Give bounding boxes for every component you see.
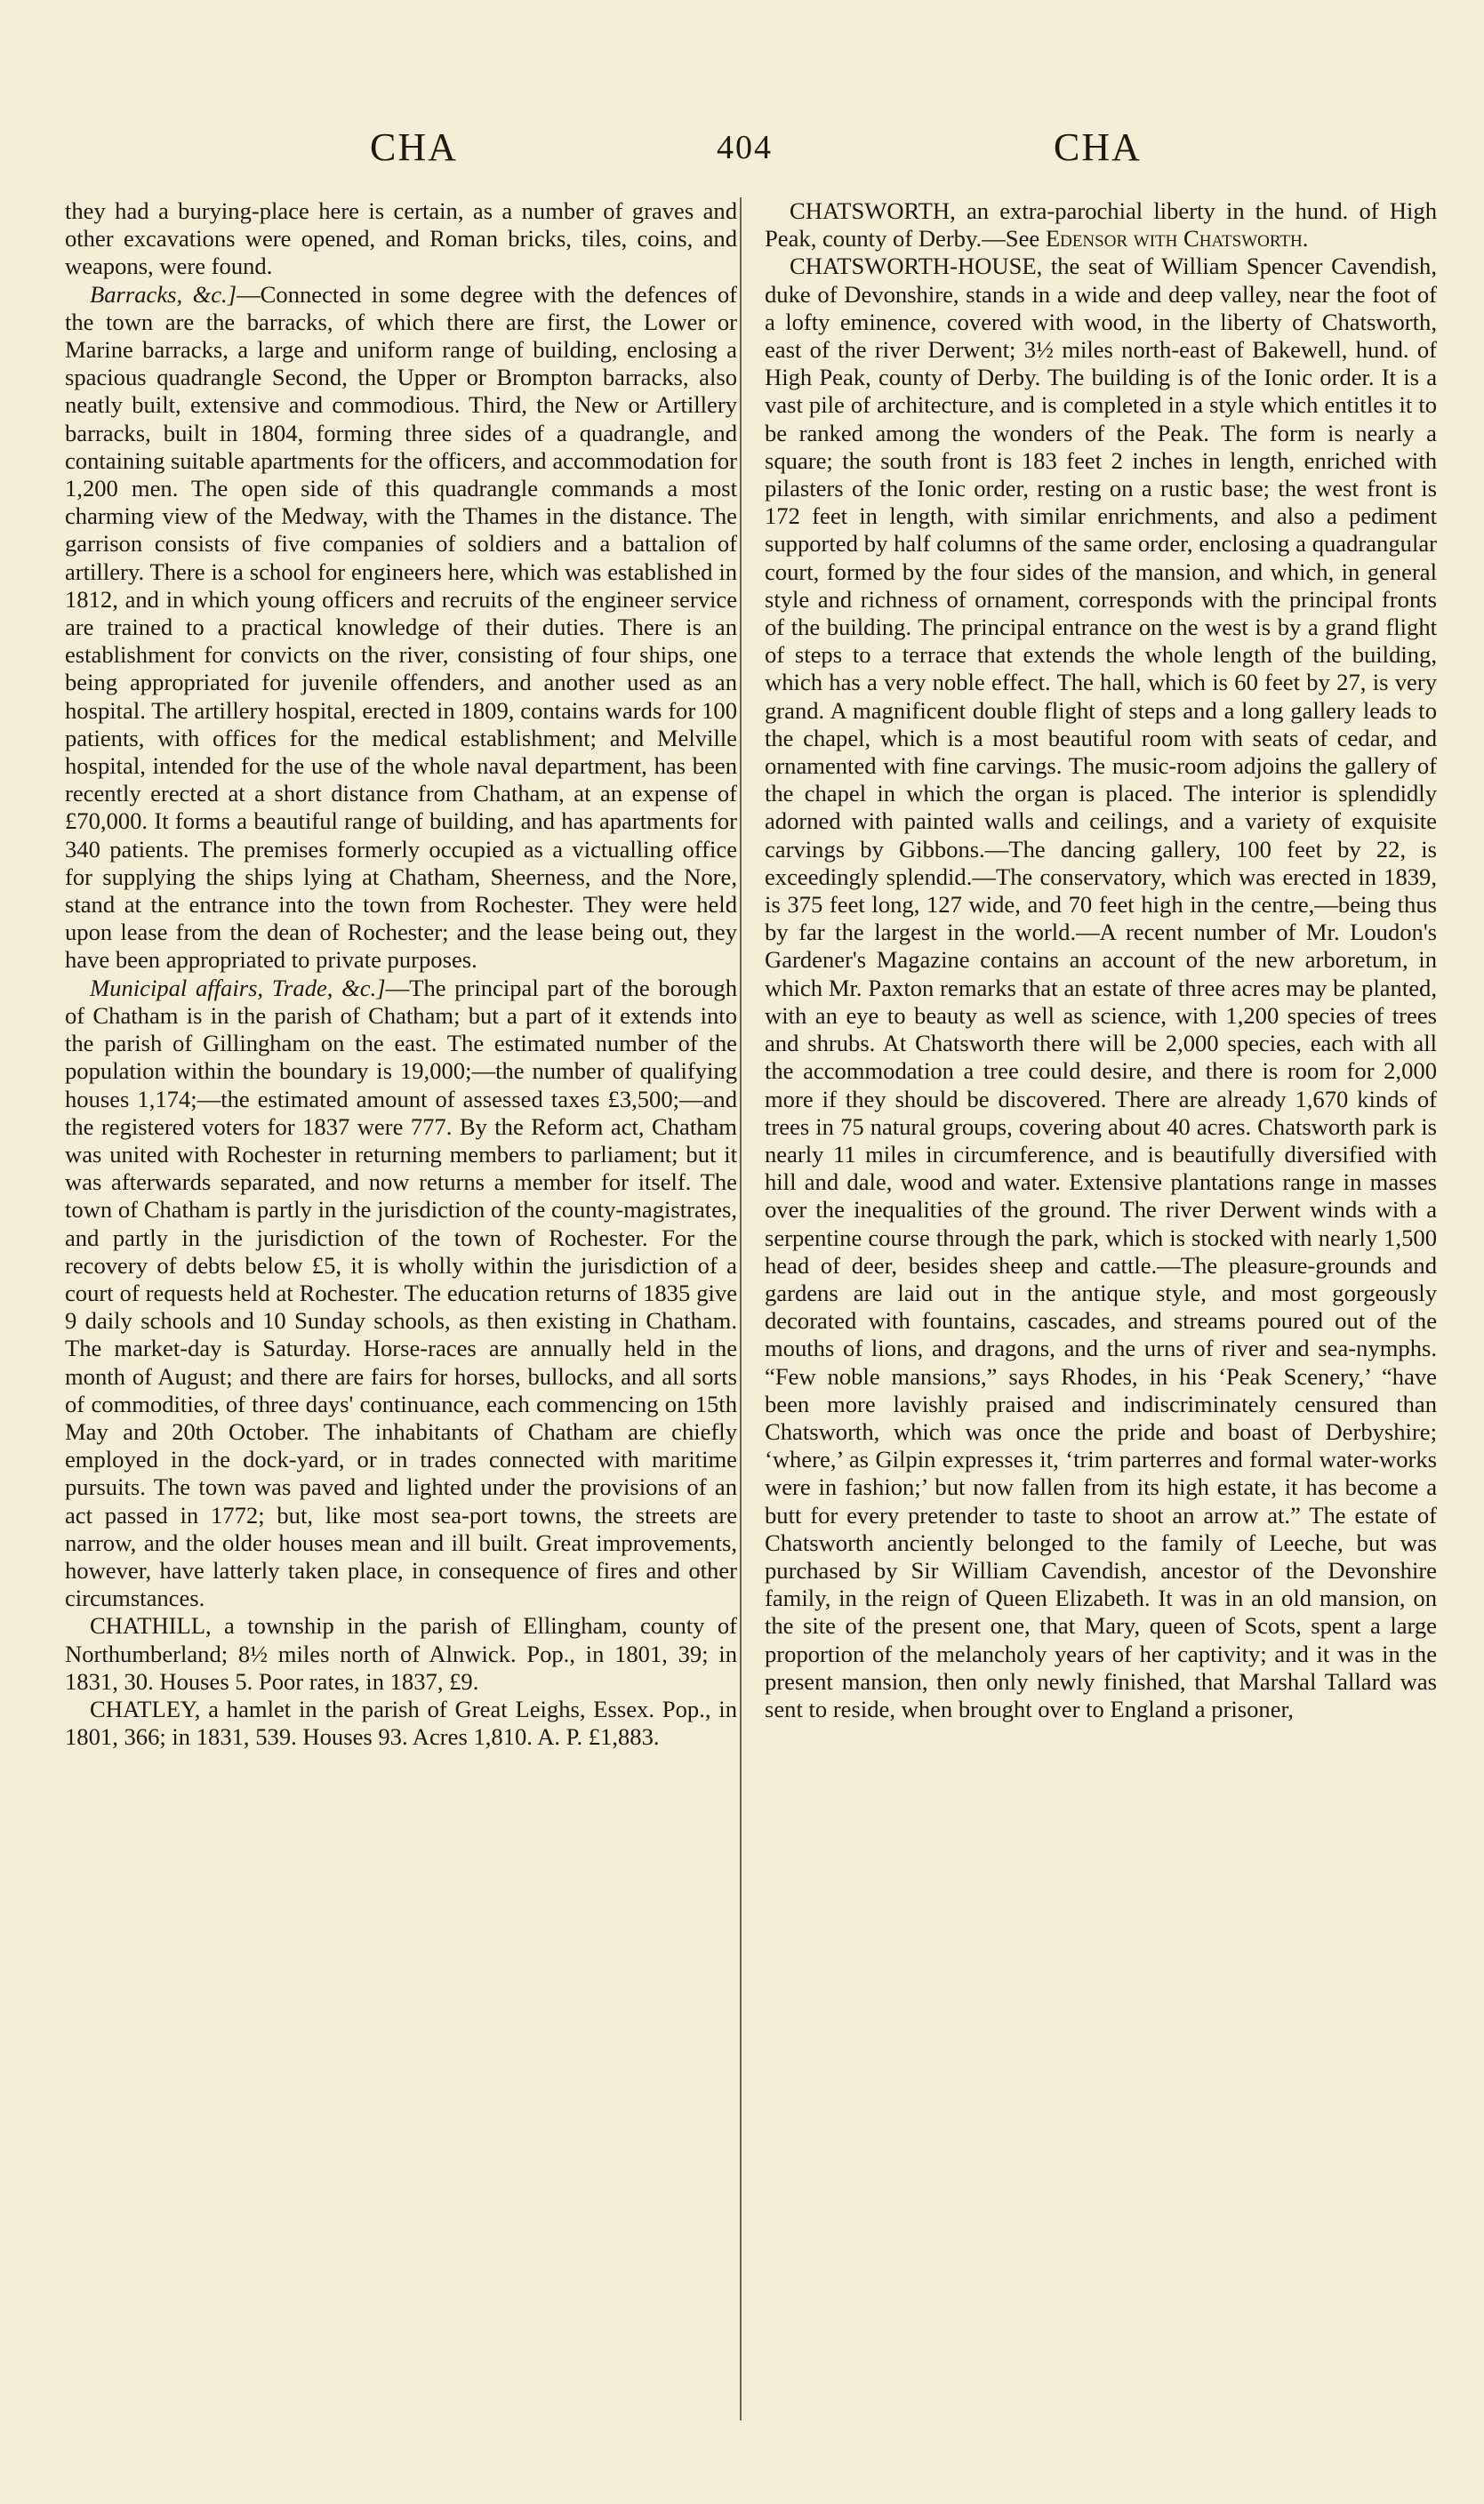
right-column xyxy=(765,197,1437,1723)
barracks-text: —Connected in some degree with the defences of the town are the barracks, of which there are first, the Lower or Marine barracks, a large and uniform range of building, enclosing a spacious quadrangle Second, the Upper or Brompton barracks, also neatly built, extensive and commodious. Third, the New or Artillery barracks, built in 1804, forming three sides of a quadrangle, and containing suitable apartments for the officers, and accommodation for 1,200 men. The open side of this quadrangle commands a most charming view of the Medway, with the Thames in the distance. The garrison consists of five companies of soldiers and a battalion of artillery. There is a school for engineers here, which was established in 1812, and in which young officers and recruits of the engineer service are trained to a practical knowledge of their duties. There is an establishment for convicts on the river, consisting of four ships, one being appropriated for juvenile offenders, and another used as an hospital. The artillery hospital, erected in 1809, contains wards for 100 patients, with offices for the medical establishment; and Melville hospital, intended for the use of the whole naval department, has been recently erected at a short distance from Chatham, at an expense of £70,000. It forms a beautiful range of building, and has apartments for 340 patients. The premises formerly occupied as a victualling office for supplying the ships lying at Chatham, Sheerness, and the Nore, stand at the entrance into the town from Rochester. They were held upon lease from the dean of Rochester; and the lease being out, they have been appropriated to private purposes. xyxy=(65,280,737,974)
entry-chatsworth-house: CHATSWORTH-HOUSE, the seat of William Spencer Cavendish, duke of Devonshire, stands in a wide and deep valley, near the foot of a lofty eminence, covered with wood, in the liberty of Chatsworth, east of the river Derwent; 3½ miles north-east of Bakewell, hund. of High Peak, county of Derby. The building is of the Ionic order. It is a vast pile of architecture, and is completed in a style which entitles it to be ranked among the wonders of the Peak. The form is nearly a square; the south front is 183 feet 2 inches in length, enriched with pilasters of the Ionic order, resting on a rustic base; the west front is 172 feet in length, with similar enrichments, and also a pediment supported by half columns of the same order, enclosing a quadrangular court, formed by the four sides of the mansion, and which, in general style and richness of ornament, corresponds with the principal fronts of the building. The principal entrance on the west is by a grand flight of steps to a terrace that extends the whole length of the building, which has a very noble effect. The hall, which is 60 feet by 27, is very grand. A magnificent double flight of steps and a long gallery leads to the chapel, which is a most beautiful room with seats of cedar, and ornamented with fine carvings. The music-room adjoins the gallery of the chapel in which the organ is placed. The interior is splendidly adorned with painted walls and ceilings, and a variety of exquisite carvings by Gibbons.—The dancing gallery, 100 feet by 22, is exceedingly splendid.—The conservatory, which was erected in 1839, is 375 feet long, 127 wide, and 70 feet high in the centre,—being thus by far the largest in the world.—A recent number of Mr. Loudon's Gardener's Magazine contains an account of the new arboretum, in which Mr. Paxton remarks that an estate of three acres may be planted, with an eye to beauty as well as science, with 1,200 species of trees and shrubs. At Chatsworth there will be 2,000 species, each with all the accommodation a tree could desire, and there is room for 2,000 more if they should be discovered. There are already 1,670 kinds of trees in 75 natural groups, covering about 40 acres. Chatsworth park is nearly 11 miles in circumference, and is beautifully diversified with hill and dale, wood and water. Extensive plantations range in masses over the inequalities of the ground. The river Derwent winds with a serpentine course through the park, which is stocked with nearly 1,500 head of deer, besides sheep and cattle.—The pleasure-grounds and gardens are laid out in the antique style, and most gorgeously decorated with fountains, cascades, and streams poured out of the mouths of lions, and dragons, and the urns of river and sea-nymphs. “Few noble mansions,” says Rhodes, in his ‘Peak Scenery,’ “have been more lavishly praised and indiscriminately censured than Chatsworth, which was once the pride and boast of Derbyshire; ‘where,’ as Gilpin expresses it, ‘trim parterres and formal water-works were in fashion;’ but now fallen from its high estate, it has become a butt for every pretender to taste to shoot an arrow at.” The estate of Chatsworth anciently belonged to the family of Leeche, but was purchased by Sir William Cavendish, ancestor of the Devonshire family, in the reign of Queen Elizabeth. It was in an old mansion, on the site of the present one, that Mary, queen of Scots, spent a large proportion of the melancholy years of her captivity; and it was in the present mansion, then only newly finished, that Marshal Tallard was sent to reside, when brought over to England a prisoner, xyxy=(765,253,1437,1722)
column-divider xyxy=(740,197,742,2420)
paragraph-municipal xyxy=(65,975,737,1613)
section-heading-municipal: Municipal affairs, Trade, &c.] xyxy=(90,974,386,1001)
header-left-guide: CHA xyxy=(370,125,458,169)
section-heading-barracks: Barracks, &c.] xyxy=(90,280,237,308)
running-header xyxy=(0,124,1484,187)
paragraph-barracks xyxy=(65,281,737,975)
paragraph-intro: they had a burying-place here is certain, as a number of graves and other excavations were opened, and Roman bricks, tiles, coins, and weapons, were found. xyxy=(65,197,737,280)
entry-chatsworth xyxy=(765,197,1437,253)
header-right-guide: CHA xyxy=(1054,125,1142,169)
entry-chatley: CHATLEY, a hamlet in the parish of Great Leighs, Essex. Pop., in 1801, 366; in 1831, 539. Houses 93. Acres 1,810. A. P. £1,883. xyxy=(65,1695,737,1751)
page-number: 404 xyxy=(717,129,773,166)
entry-chathill: CHATHILL, a township in the parish of Ellingham, county of Northumberland; 8½ miles north of Alnwick. Pop., in 1801, 39; in 1831, 30. Houses 5. Poor rates, in 1837, £9. xyxy=(65,1612,737,1695)
cross-reference: Edensor with Chatsworth. xyxy=(1045,225,1309,253)
municipal-text: —The principal part of the borough of Chatham is in the parish of Chatham; but a part of it extends into the parish of Gillingham on the east. The estimated number of the population within the boundary is 19,000;—the number of qualifying houses 1,174;—the estimated amount of assessed taxes £3,500;—and the registered voters for 1837 were 777. By the Reform act, Chatham was united with Rochester in returning members to parliament; but it was afterwards separated, and now returns a member for itself. The town of Chatham is partly in the jurisdiction of the county-magistrates, and partly in the jurisdiction of the town of Rochester. For the recovery of debts below £5, it is wholly within the jurisdiction of a court of requests held at Rochester. The education returns of 1835 give 9 daily schools and 10 Sunday schools, as then existing in Chatham. The market-day is Saturday. Horse-races are annually held in the month of August; and there are fairs for horses, bullocks, and all sorts of commodities, of three days' continuance, each commencing on 15th May and 20th October. The inhabitants of Chatham are chiefly employed in the dock-yard, or in trades connected with maritime pursuits. The town was paved and lighted under the provisions of an act passed in 1772; but, like most sea-port towns, the streets are narrow, and the older houses mean and ill built. Great improvements, however, have latterly taken place, in consequence of fires and other circumstances. xyxy=(65,974,737,1612)
left-column xyxy=(65,197,737,1751)
chatsworth-text: CHATSWORTH, an extra-parochial liberty in the hund. of High Peak, county of Derby.—See xyxy=(765,197,1437,253)
